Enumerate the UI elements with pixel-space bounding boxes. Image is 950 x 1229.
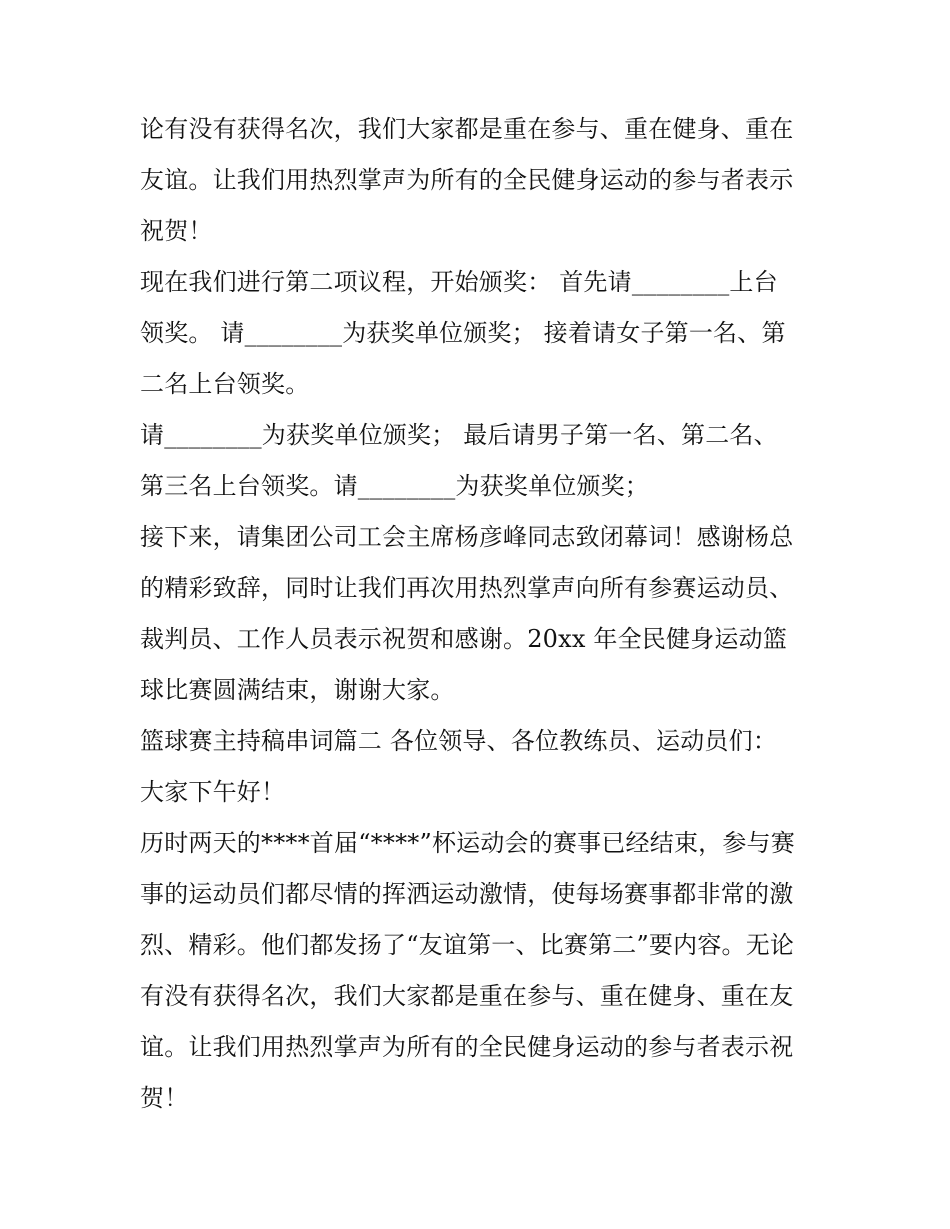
text-line: 有没有获得名次，我们大家都是重在参与、重在健身、重在友	[140, 982, 794, 1010]
text-line: 贺！	[140, 1084, 189, 1112]
text-line: 历时两天的****首届“****”杯运动会的赛事已经结束，参与赛	[140, 829, 795, 857]
text-line: 请________为获奖单位颁奖； 最后请男子第一名、第二名、	[140, 421, 778, 449]
text-line: 大家下午好！	[140, 778, 286, 806]
text-line: 现在我们进行第二项议程，开始颁奖： 首先请________上台	[140, 268, 778, 296]
text-line: 第三名上台领奖。请________为获奖单位颁奖；	[140, 472, 649, 500]
text-line: 祝贺！	[140, 217, 213, 245]
text-line: 事的运动员们都尽情的挥洒运动激情，使每场赛事都非常的激	[140, 880, 794, 908]
text-line: 裁判员、工作人员表示祝贺和感谢。20xx 年全民健身运动篮	[140, 625, 788, 653]
text-line: 论有没有获得名次，我们大家都是重在参与、重在健身、重在	[140, 115, 794, 143]
text-line: 篮球赛主持稿串词篇二 各位领导、各位教练员、运动员们：	[140, 727, 778, 755]
text-line: 接下来，请集团公司工会主席杨彦峰同志致闭幕词！感谢杨总	[140, 523, 794, 551]
text-line: 球比赛圆满结束，谢谢大家。	[140, 676, 455, 704]
text-line: 烈、精彩。他们都发扬了“友谊第一、比赛第二”要内容。无论	[140, 931, 795, 959]
text-line: 友谊。让我们用热烈掌声为所有的全民健身运动的参与者表示	[140, 166, 794, 194]
text-line: 谊。让我们用热烈掌声为所有的全民健身运动的参与者表示祝	[140, 1033, 794, 1061]
text-line: 领奖。 请________为获奖单位颁奖； 接着请女子第一名、第	[140, 319, 786, 347]
text-line: 的精彩致辞，同时让我们再次用热烈掌声向所有参赛运动员、	[140, 574, 794, 602]
document-body	[140, 104, 812, 1124]
text-line: 二名上台领奖。	[140, 370, 310, 398]
